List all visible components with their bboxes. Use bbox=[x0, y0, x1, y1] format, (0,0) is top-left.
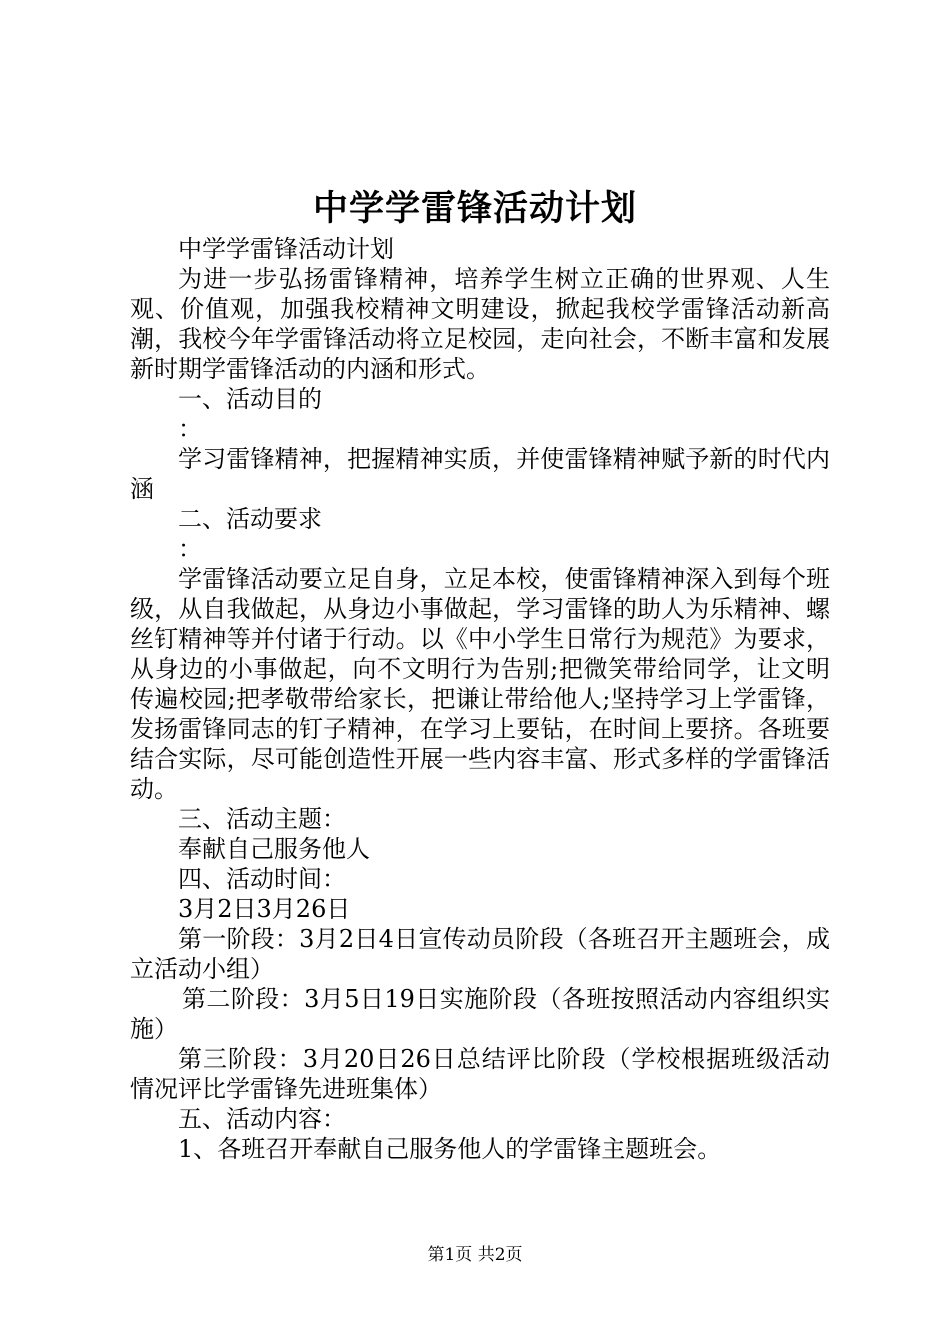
document-title: 中学学雷锋活动计划 bbox=[312, 188, 637, 229]
section-colon: ： bbox=[178, 535, 202, 563]
body-paragraph-requirements: 学雷锋活动要立足自身，立足本校，使雷锋精神深入到每个班级，从自我做起，从身边小事做起，学习雷锋的助人为乐精神、螺丝钉精神等并付诸于行动。以《中小学生日常行为规范》为要求，从身边的小事做起，向不文明行为告别;把微笑带给同学，让文明传遍校园;把孝敬带给家长，把谦让带给他人;坚持学习上学雷锋，发扬雷锋同志的钉子精神，在学习上要钻，在时间上要挤。各班要结合实际，尽可能创造性开展一些内容丰富、形式多样的学雷锋活动。 bbox=[130, 565, 830, 803]
section-heading-theme: 三、活动主题： bbox=[178, 805, 346, 833]
section-heading-content: 五、活动内容： bbox=[178, 1105, 346, 1133]
body-paragraph-stage-1: 第一阶段：3月2日4日宣传动员阶段（各班召开主题班会，成立活动小组） bbox=[130, 925, 830, 983]
section-heading-purpose: 一、活动目的 bbox=[178, 385, 322, 413]
body-paragraph-stage-2: 第二阶段：3月5日19日实施阶段（各班按照活动内容组织实施） bbox=[130, 985, 830, 1043]
section-heading-time: 四、活动时间： bbox=[178, 865, 346, 893]
body-paragraph-subtitle: 中学学雷锋活动计划 bbox=[178, 235, 394, 263]
body-paragraph-date-range: 3月2日3月26日 bbox=[178, 895, 351, 923]
section-heading-requirements: 二、活动要求 bbox=[178, 505, 322, 533]
body-paragraph-intro: 为进一步弘扬雷锋精神，培养学生树立正确的世界观、人生观、价值观，加强我校精神文明建设，掀起我校学雷锋活动新高潮，我校今年学雷锋活动将立足校园，走向社会，不断丰富和发展新时期学雷锋活动的内涵和形式。 bbox=[130, 265, 830, 383]
page-number-footer: 第1页 共2页 bbox=[427, 1245, 523, 1265]
body-paragraph-content-1: 1、各班召开奉献自己服务他人的学雷锋主题班会。 bbox=[178, 1135, 722, 1163]
document-body bbox=[130, 234, 830, 1164]
section-colon: ： bbox=[178, 415, 202, 443]
body-paragraph-theme: 奉献自己服务他人 bbox=[178, 835, 370, 863]
body-paragraph-stage-3: 第三阶段：3月20日26日总结评比阶段（学校根据班级活动情况评比学雷锋先进班集体） bbox=[130, 1045, 830, 1103]
body-paragraph-purpose: 学习雷锋精神，把握精神实质，并使雷锋精神赋予新的时代内涵 bbox=[130, 445, 830, 503]
